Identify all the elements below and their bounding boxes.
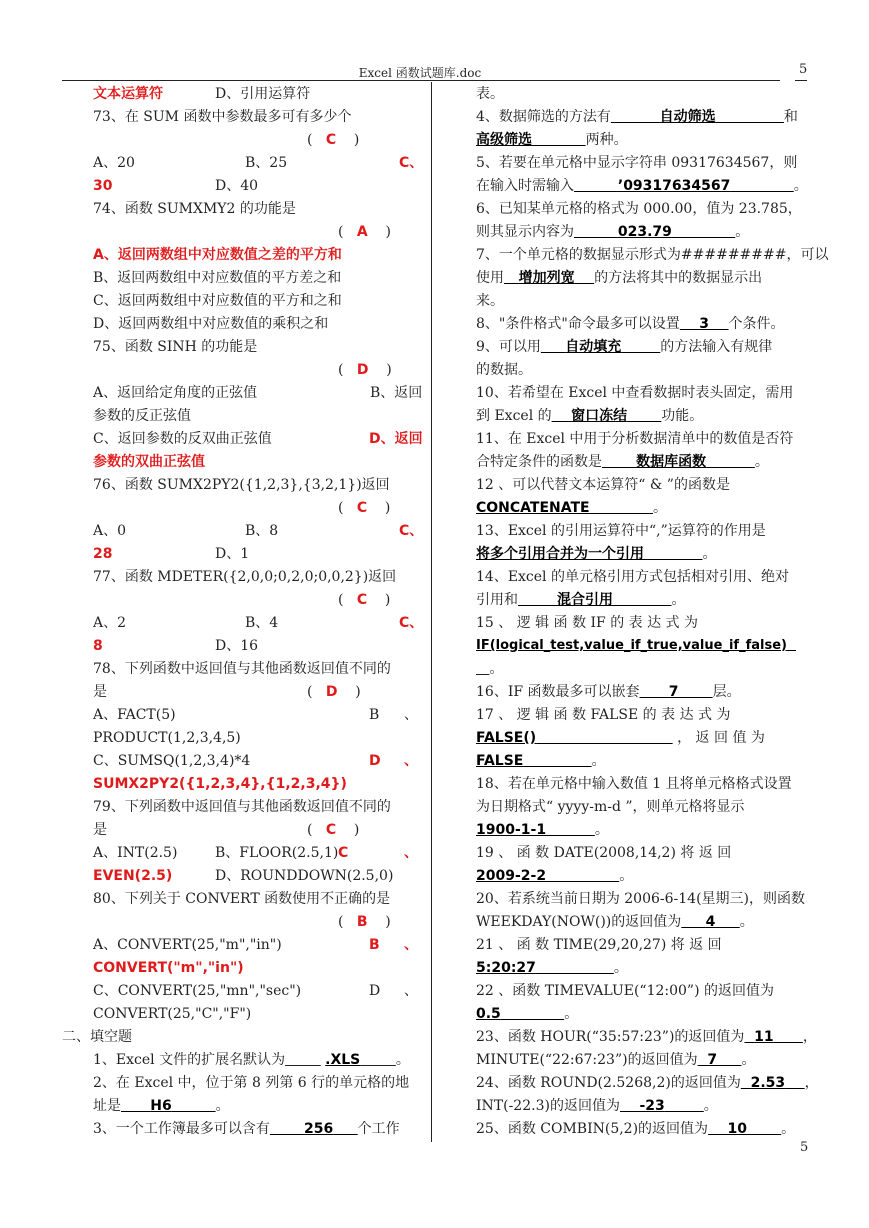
fill-24 [476, 1072, 819, 1094]
fill-answer: 11 [754, 1029, 774, 1045]
fill-text: 。 [489, 661, 504, 677]
fill-text: 。 [793, 178, 808, 194]
fill-5-cont [476, 175, 808, 197]
option-a: A、2 [93, 615, 127, 631]
fill-7-end: 来。 [476, 293, 504, 309]
option-c: C、 [399, 523, 424, 539]
answer-78: ( D ) [307, 684, 361, 700]
option-d: D、16 [215, 638, 259, 654]
question-77: 77、函数 MDETER({2,0,0;0,2,0;0,0,2})返回 [93, 569, 397, 585]
option-a: A、FACT(5) [93, 707, 176, 723]
fill-17-end [476, 750, 606, 772]
fill-14: 14、Excel 的单元格引用方式包括相对引用、绝对 [476, 569, 789, 585]
fill-text: 3、一个工作簿最多可以含有 [93, 1121, 270, 1137]
fill-21-cont [476, 957, 628, 979]
option-d: D、1 [215, 546, 250, 562]
fill-18: 18、若在单元格中输入数值 1 且将单元格格式设置 [476, 776, 792, 792]
fill-19: 19 、 函 数 DATE(2008,14,2) 将 返 回 [476, 845, 732, 861]
fill-text: 个工作 [357, 1121, 400, 1137]
fill-answer: 增加列宽 [518, 270, 575, 286]
fill-text: 。 [652, 500, 667, 516]
fill-2-cont [93, 1095, 230, 1117]
fill-14-cont [476, 589, 686, 611]
fill-text: 16、IF 函数最多可以嵌套 [476, 684, 640, 700]
option-a: A、20 [93, 155, 135, 171]
fill-9-cont: 的数据。 [476, 362, 532, 378]
header-title: Excel 函数试题库.doc [358, 66, 482, 80]
fill-text: 在输入时需输入 [476, 178, 574, 194]
option-d-sep: 、 [404, 983, 418, 999]
answer-75: ( D ) [338, 362, 392, 378]
fill-10-cont [476, 405, 703, 427]
question-75: 75、函数 SINH 的功能是 [93, 339, 258, 355]
option-c-cont: 8 [93, 638, 103, 654]
header-page-number: 5 [799, 62, 808, 77]
option-d: D、返回 [369, 431, 423, 447]
fill-text: 和 [783, 109, 798, 125]
fill-text: 。 [594, 822, 609, 838]
option-b: B、4 [245, 615, 279, 631]
fill-text: 。 [395, 1052, 410, 1068]
fill-12: 12 、可以代替文本运算符“ & ”的函数是 [476, 477, 730, 493]
fill-13-cont [476, 543, 717, 565]
fill-25 [476, 1118, 795, 1140]
fill-10: 10、若希望在 Excel 中查看数据时表头固定，需用 [476, 385, 794, 401]
option-d: D、引用运算符 [215, 86, 311, 102]
fill-23 [476, 1026, 817, 1048]
fill-text: 的方法将其中的数据显示出 [594, 270, 763, 286]
fill-answer: 10 [727, 1121, 748, 1137]
option-b-sep: 、 [404, 707, 418, 723]
fill-22-cont [476, 1003, 578, 1025]
fill-18-cont: 为日期格式“ yyyy-m-d ”，则单元格将显示 [476, 799, 745, 815]
option-b-cont: CONVERT("m","in") [93, 960, 244, 976]
fill-answer: 7 [668, 684, 679, 700]
fill-answer: FALSE() [476, 730, 537, 746]
fill-22: 22 、函数 TIMEVALUE(“12:00”) 的返回值为 [476, 983, 774, 999]
fill-text: 。 [671, 592, 686, 608]
fill-17-cont [476, 727, 765, 749]
fill-text: WEEKDAY(NOW())的返回值为 [476, 914, 682, 930]
fill-text: 。 [591, 753, 606, 769]
fill-text: 8、"条件格式"命令最多可以设置 [476, 316, 680, 332]
fill-text: 层。 [712, 684, 741, 700]
answer-74: ( A ) [338, 224, 391, 240]
fill-2: 2、在 Excel 中，位于第 8 列第 6 行的单元格的地 [93, 1075, 410, 1091]
fill-text: 25、函数 COMBIN(5,2)的返回值为 [476, 1121, 709, 1137]
header-rule [62, 80, 780, 81]
option-a: A、INT(2.5) [93, 845, 178, 861]
fill-7: 7、一个单元格的数据显示形式为#########，可以 [476, 247, 829, 263]
fill-19-cont [476, 865, 633, 887]
fill-text: 。 [613, 960, 628, 976]
fill-text: 址是 [93, 1098, 121, 1114]
fill-text: 4、数据筛选的方法有 [476, 109, 611, 125]
fill-4 [476, 106, 798, 128]
fill-text: 。 [781, 1121, 796, 1137]
fill-6-cont [476, 221, 749, 243]
fill-answer: 自动筛选 [659, 109, 716, 125]
fill-8 [476, 313, 785, 335]
option-c-cont: 28 [93, 546, 113, 562]
fill-text: 。 [619, 868, 634, 884]
option-d: D、返回两数组中对应数值的乘积之和 [93, 316, 329, 332]
fill-text: 。 [754, 454, 769, 470]
option-b: B [369, 707, 380, 723]
fill-13: 13、Excel 的引用运算符中“,”运算符的作用是 [476, 523, 766, 539]
question-73: 73、在 SUM 函数中参数最多可有多少个 [93, 109, 352, 125]
option-d: D、ROUNDDOWN(2.5,0) [215, 868, 394, 884]
option-c: C、 [399, 615, 424, 631]
fill-text: MINUTE(“22:67:23”)的返回值为 [476, 1052, 698, 1068]
fill-24-cont [476, 1095, 718, 1117]
fill-answer: 窗口冻结 [571, 408, 628, 424]
fill-answer: 混合引用 [557, 592, 613, 608]
fill-text: 。 [741, 1052, 756, 1068]
question-80: 80、下列关于 CONVERT 函数使用不正确的是 [93, 891, 391, 907]
question-79-cont: 是 [93, 822, 107, 838]
fill-16 [476, 681, 741, 703]
option-c: C、返回参数的反双曲正弦值 [93, 431, 272, 447]
fill-3-cont: 表。 [476, 86, 504, 102]
fill-answer: 3 [699, 316, 710, 332]
option-b-sep: 、 [404, 937, 418, 953]
fill-15: 15 、 逻 辑 函 数 IF 的 表 达 式 为 [476, 615, 699, 631]
option-b: B、FLOOR(2.5,1) [215, 845, 339, 861]
fill-1 [93, 1049, 410, 1071]
fill-15-end [476, 658, 503, 680]
fill-23-cont [476, 1049, 755, 1071]
fill-answer: 1900-1-1 [476, 822, 547, 838]
fill-text: INT(-22.3)的返回值为 [476, 1098, 620, 1114]
fill-11-cont [476, 451, 769, 473]
answer-79: ( C ) [307, 822, 360, 838]
fill-3 [93, 1118, 400, 1140]
option-c: C、返回两数组中对应数值的平方和之和 [93, 293, 342, 309]
option-c-cont: 30 [93, 178, 113, 194]
fill-15-cont [476, 635, 796, 657]
fill-answer: 0.5 [476, 1006, 501, 1022]
option-c-cont: EVEN(2.5) [93, 868, 173, 884]
fill-answer: 2.53 [750, 1075, 786, 1091]
question-76: 76、函数 SUMX2PY2({1,2,3},{3,2,1})返回 [93, 477, 390, 493]
fill-text: 。 [215, 1098, 230, 1114]
section-heading: 二、填空题 [62, 1029, 132, 1045]
answer-80: ( B ) [338, 914, 391, 930]
option-d-sep: 、 [404, 753, 418, 769]
answer-line [93, 83, 163, 105]
option-c: C、 [399, 155, 424, 171]
option-c: C [338, 845, 349, 861]
option-d-cont: SUMX2PY2({1,2,3,4},{1,2,3,4}) [93, 776, 347, 792]
question-78-cont: 是 [93, 684, 107, 700]
fill-text: 个条件。 [728, 316, 785, 332]
fill-answer: 4 [705, 914, 716, 930]
fill-text: 功能。 [661, 408, 704, 424]
fill-answer: -23 [639, 1098, 665, 1114]
fill-answer: 5:20:27 [476, 960, 536, 976]
fill-18-end [476, 819, 609, 841]
option-b: B、25 [245, 155, 288, 171]
fill-text: 合特定条件的函数是 [476, 454, 602, 470]
option-b: B [369, 937, 380, 953]
fill-answer: 2009-2-2 [476, 868, 547, 884]
fill-answer: 高级筛选 [476, 132, 532, 148]
option-b: B、返回 [370, 385, 423, 401]
fill-6: 6、已知某单元格的格式为 000.00，值为 23.785， [476, 201, 802, 217]
fill-9 [476, 336, 772, 358]
fill-text: 1、Excel 文件的扩展名默认为 [93, 1052, 286, 1068]
fill-answer: FALSE [476, 753, 524, 769]
question-78: 78、下列函数中返回值与其他函数返回值不同的 [93, 661, 391, 677]
fill-text: ， [802, 1029, 817, 1045]
option-d-cont: 参数的双曲正弦值 [93, 454, 205, 470]
fill-answer: 将多个引用合并为一个引用 [476, 546, 644, 562]
option-a: A、0 [93, 523, 127, 539]
fill-text: 。 [702, 546, 717, 562]
fill-answer: H6 [150, 1098, 172, 1114]
fill-answer: .XLS [325, 1052, 361, 1068]
option-c-sep: 、 [404, 845, 418, 861]
fill-text: 则其显示内容为 [476, 224, 574, 240]
fill-text: 引用和 [476, 592, 518, 608]
fill-20-cont [476, 911, 754, 933]
fill-text: 23、函数 HOUR(“35:57:23”)的返回值为 [476, 1029, 745, 1045]
option-d: D [369, 753, 381, 769]
option-a: A、返回两数组中对应数值之差的平方和 [93, 247, 342, 263]
option-a: A、CONVERT(25,"m","in") [93, 937, 282, 953]
fill-text: 。 [739, 914, 754, 930]
option-d-cont: CONVERT(25,"C","F") [93, 1006, 252, 1022]
answer-77: ( C ) [338, 592, 391, 608]
fill-20: 20、若系统当前日期为 2006-6-14(星期三)，则函数 [476, 891, 805, 907]
header-rule-right [795, 80, 807, 81]
fill-answer: 自动填充 [565, 339, 622, 355]
footer-page-number: 5 [800, 1140, 809, 1155]
fill-answer: CONCATENATE [476, 500, 590, 516]
option-b-cont: 参数的反正弦值 [93, 408, 191, 424]
fill-text: 使用 [476, 270, 504, 286]
answer-76: ( C ) [338, 500, 391, 516]
option-b: B、返回两数组中对应数值的平方差之和 [93, 270, 342, 286]
fill-11: 11、在 Excel 中用于分析数据清单中的数值是否符 [476, 431, 794, 447]
fill-answer: 数据库函数 [636, 454, 707, 470]
question-79: 79、下列函数中返回值与其他函数返回值不同的 [93, 799, 391, 815]
fill-text: 9、可以用 [476, 339, 541, 355]
fill-text: ， 返 回 值 为 [677, 730, 765, 746]
fill-5: 5、若要在单元格中显示字符串 09317634567，则 [476, 155, 798, 171]
option-d: D、40 [215, 178, 259, 194]
fill-text: 。 [735, 224, 750, 240]
fill-text: 的方法输入有规律 [660, 339, 773, 355]
fill-text: 两种。 [585, 132, 628, 148]
fill-answer: IF(logical_test,value_if_true,value_if_false) [476, 638, 787, 653]
answer-73: ( C ) [307, 132, 360, 148]
fill-7-cont [476, 267, 762, 289]
fill-12-cont [476, 497, 667, 519]
answer-text: 文本运算符 [93, 86, 163, 102]
question-74: 74、函数 SUMXMY2 的功能是 [93, 201, 296, 217]
option-b: B、8 [245, 523, 279, 539]
fill-4-cont [476, 129, 628, 151]
fill-answer: 023.79 [617, 224, 672, 240]
fill-answer: ’09317634567 [617, 178, 731, 194]
fill-text: 。 [703, 1098, 718, 1114]
fill-text: 到 Excel 的 [476, 408, 552, 424]
option-b-cont: PRODUCT(1,2,3,4,5) [93, 730, 241, 746]
fill-text: ， [804, 1075, 819, 1091]
option-a: A、返回给定角度的正弦值 [93, 385, 258, 401]
fill-text: 24、函数 ROUND(2.5268,2)的返回值为 [476, 1075, 741, 1091]
fill-answer: 7 [707, 1052, 718, 1068]
option-d: D [369, 983, 381, 999]
option-c: C、SUMSQ(1,2,3,4)*4 [93, 753, 251, 769]
column-divider [431, 82, 432, 1142]
fill-answer: 256 [304, 1121, 334, 1137]
fill-17: 17 、 逻 辑 函 数 FALSE 的 表 达 式 为 [476, 707, 731, 723]
fill-21: 21 、 函 数 TIME(29,20,27) 将 返 回 [476, 937, 722, 953]
option-c: C、CONVERT(25,"mn","sec") [93, 983, 302, 999]
fill-text: 。 [564, 1006, 579, 1022]
